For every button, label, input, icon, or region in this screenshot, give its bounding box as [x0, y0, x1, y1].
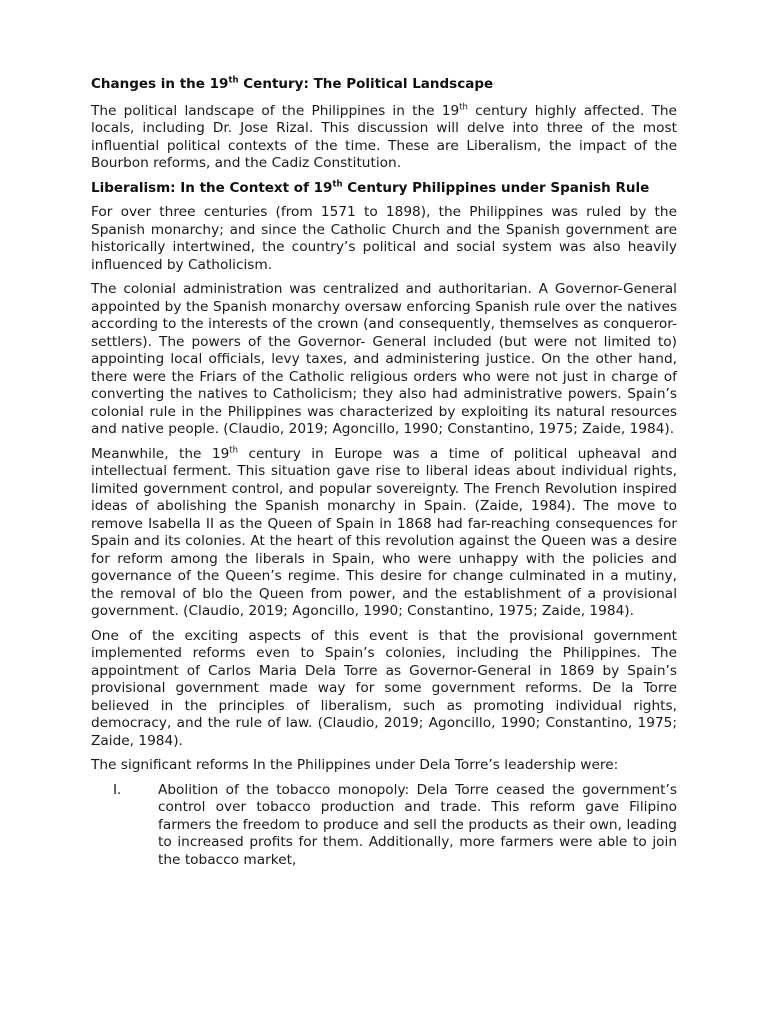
reforms-list [91, 782, 677, 870]
section-heading-liberalism: Liberalism: In the Context of 19th Century Philippines under Spanish Rule [91, 179, 650, 196]
list-item-number: I. [113, 781, 122, 798]
paragraph-spanish-rule: For over three centuries (from 1571 to 1898), the Philippines was ruled by the Spanish monarchy; and since the Catholic Church and the Spanish government are historically intertwined, the country’s political and social system was also heavily influenced by Catholicism. [91, 204, 677, 273]
list-item-text: Abolition of the tobacco monopoly: Dela Torre ceased the government’s control over tobacco production and trade. This reform gave Filipino farmers the freedom to produce and sell the products as their own, leading to increased profits for them. Additionally, more farmers were able to join the tobacco market, [158, 781, 677, 868]
paragraph-provisional-government: One of the exciting aspects of this event is that the provisional government implemented reforms even to Spain’s colonies, including the Philippines. The appointment of Carlos Maria Dela Torre as Governor-General in 1869 by Spain’s provisional government made way for some government reforms. De la Torre believed in the principles of liberalism, such as promoting individual rights, democracy, and the rule of law. (Claudio, 2019; Agoncillo, 1990; Constantino, 1975; Zaide, 1984). [91, 627, 677, 749]
paragraph-colonial-administration: The colonial administration was centralized and authoritarian. A Governor-General appointed by the Spanish monarchy oversaw enforcing Spanish rule over the natives according to the interests of the crown (and consequently, themselves as conqueror-settlers). The powers of the Governor- General included (but were not limited to) appointing local officials, levy taxes, and administering justice. On the other hand, there were the Friars of the Catholic religious orders who were not just in charge of converting the natives to Catholicism; they also had administrative powers. Spain’s colonial rule in the Philippines was characterized by exploiting its natural resources and native people. (Claudio, 2019; Agoncillo, 1990; Constantino, 1975; Zaide, 1984). [91, 281, 677, 437]
intro-paragraph: The political landscape of the Philippines in the 19th century highly affected. The locals, including Dr. Jose Rizal. This discussion will delve into three of the most influential political contexts of the time. These are Liberalism, the impact of the Bourbon reforms, and the Cadiz Constitution. [91, 101, 677, 171]
paragraph-europe-19th-century: Meanwhile, the 19th century in Europe was a time of political upheaval and intellectual ferment. This situation gave rise to liberal ideas about individual rights, limited government control, and popular sovereignty. The French Revolution inspired ideas of abolishing the Spanish monarchy in Spain. (Zaide, 1984). The move to remove Isabella II as the Queen of Spain in 1868 had far-reaching consequences for Spain and its colonies. At the heart of this revolution against the Queen was a desire for reform among the liberals in Spain, who were unhappy with the policies and governance of the Queen’s regime. This desire for change culminated in a mutiny, the removal of blo the Queen from power, and the establishment of a provisional government. (Claudio, 2019; Agoncillo, 1990; Constantino, 1975; Zaide, 1984). [91, 444, 678, 619]
list-item [91, 782, 677, 870]
paragraph-reforms-intro: The significant reforms In the Philippines under Dela Torre’s leadership were: [91, 757, 619, 773]
page-title: Changes in the 19th Century: The Political Landscape [91, 75, 494, 92]
